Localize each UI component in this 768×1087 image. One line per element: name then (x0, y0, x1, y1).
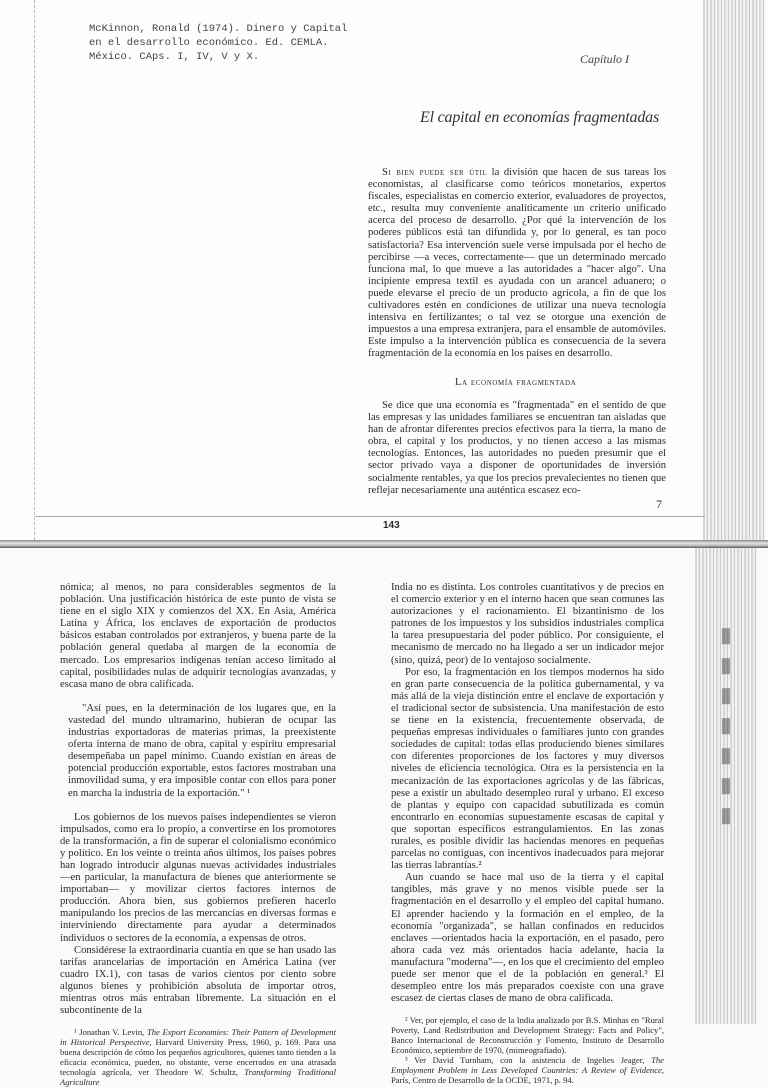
section-heading: La economía fragmentada (455, 377, 577, 388)
left-column (60, 582, 336, 1087)
scan-page-number: 143 (383, 520, 400, 531)
footnote-3-text-b: , París, Centro de Desarrollo de la OCDE, 1971, p. 94. (391, 1065, 664, 1086)
binding-watermark: ▮▮▮▮▮▮▮ (716, 620, 738, 830)
right-paragraph-1: India no es distinta. Los controles cuantitativos y de precios en el comercio exterior y en el interno hacen que sean comunes las autorizaciones y el racionamiento. El bizantinismo de los patrones de los impuestos y los subsidios industriales complica la tarea presupuestaria del poder público. Por consiguiente, el mecanismo de mercado no ha llegado a ser un indicador mejor (sino, quizá, peor) de lo ventajoso socialmente. (391, 582, 664, 666)
bibliographic-reference: McKinnon, Ronald (1974). Dinero y Capital en el desarrollo económico. Ed. CEMLA. México. CAps. I, IV, V y X. (89, 23, 348, 63)
right-column (391, 582, 664, 1085)
section-paragraph (368, 400, 666, 497)
footnote-3-title: The Employment Problem in Less Developed Countries: A Review of Evidence (391, 1055, 664, 1076)
section-text: Se dice que una economía es "fragmentada" en el sentido de que las empresas y las unidades familiares se encuentran tan aisladas que han de afrontar diferentes precios efectivos para la tierra, la mano de obra, el capital y los productos, y no tienen acceso a las mismas tecnologías. Entonces, las autoridades no pueden presumir que el sector privado vaya a disponer de oportunidades de inversión socialmente rentables, ya que los precios prevalecientes no tienen que reflejar necesariamente una auténtica escasez eco- (368, 400, 666, 496)
book-page-number: 7 (656, 497, 662, 511)
footnote-1-title-2: Transforming Traditional Agriculture (60, 1067, 336, 1087)
footnote-1-text: ¹ Jonathan V. Levin, (74, 1027, 147, 1038)
chapter-title: El capital en economías fragmentadas (420, 109, 659, 126)
left-paragraph-3: Considérese la extraordinaria cuantía en que se han usado las tarifas arancelarias de importación en América Latina (ver cuadro IX.1), con tasas de varios cientos por ciento sobre algunos bienes y prohibición absoluta de importar otros, mientras otros más entraban libremente. La situación en el subcontinente de la (60, 944, 336, 1017)
right-paragraph-3: Aun cuando se hace mal uso de la tierra y el capital tangibles, más grave y no menos visible puede ser la fragmentación en el desarrollo y el empleo del capital humano. El aprender haciendo y la formación en el empleo, de la economía "organizada", se hallan confinados en reducidos enclaves —orientados hacia la exportación, en el pasado, pero ahora cada vez más orientados hacia adelante, hacia la manufactura "moderna"—, en los que el crecimiento del empleo puede ser menor que el de la población en general.³ El desempleo entre los más preparados coexiste con una grave escasez de ciertas clases de mano de obra calificada. (391, 872, 664, 1005)
page-bottom-rule (35, 516, 705, 517)
footnote-1 (60, 1027, 336, 1087)
intro-paragraph (368, 167, 666, 361)
footnote-2: ² Ver, por ejemplo, el caso de la India analizado por B.S. Minhas en "Rural Poverty, Land Redistribution and Development Strategy: Facts and Policy", Banco Internacional de Reconstrucción y Fomento, Instituto de Desarrollo Económico, septiembre de 1970, (mimeografiado). (391, 1015, 664, 1056)
footnote-1-text-b: , Harvard University Press, 1960, p. 169. Para una buena descripción de cómo los pequeños agricultores, quienes tanto tienden a la eficacia económica, pueden, no obstante, verse encerrados en una atrasada tecnología agrícola, ver Theodore W. Schultz, (60, 1037, 336, 1078)
footnote-1-title: The Export Economies: Their Pattern of Development in Historical Perspective (60, 1027, 336, 1048)
binding-strip-top (703, 0, 765, 540)
left-paragraph-1: nómica; al menos, no para considerables segmentos de la población. Una justificación histórica de este punto de vista se tiene en el siglo XIX y comienzos del XX. En Asia, América Latina y África, los enclaves de exportación de productos básicos estaban controlados por extranjeros, y buena parte de la población general quedaba al margen de la economía de mercado. Los empresarios indígenas tenían acceso limitado al capital, posibilidades nulas de adquirir tecnologías avanzadas, y escasa mano de obra calificada. (60, 582, 336, 690)
left-paragraph-2: Los gobiernos de los nuevos países independientes se vieron impulsados, como era lo propio, a convertirse en los promotores de la transformación, a fin de superar el colonialismo económico y político. En los veinte o treinta años últimos, los países pobres han logrado introducir algunas nuevas actividades industriales —en particular, la manufactura de bienes que anteriormente se importaban— y movilizar ciertos factores internos de producción. Ahora bien, sus gobiernos prefieren hacerlo manipulando los precios de las mercancías en diversas formas e interviniendo directamente para ayudar a determinados individuos o sectores de la economía, a expensas de otros. (60, 811, 336, 944)
page-edge-line (34, 0, 35, 540)
footnote-3-text: ³ Ver David Turnham, con la asistencia de Ingelies Jeager, (405, 1055, 652, 1066)
footnote-3 (391, 1055, 664, 1085)
right-paragraph-2: Por eso, la fragmentación en los tiempos modernos ha sido en gran parte consecuencia de la política gubernamental, y va más allá de la vieja distinción entre el enclave de exportación y el tradicional sector de subsistencia. Una manifestación de esto se tiene en la existencia, frecuentemente observada, de pequeñas empresas individuales o familiares junto con grandes sociedades de capital: todas ellas produciendo bienes similares con diferentes proporciones de los factores y muy diversos niveles de eficiencia tecnológica. Otra es la persistencia en la mecanización de las exportaciones agrícolas y de las fábricas, pese a existir un abultado desempleo rural y urbano. El exceso de plantas y equipo con capacidad subutilizada es común encontrarlo en economías supuestamente escasas de capital y que soportan específicos estrangulamientos. En las zonas rurales, es posible dividir las haciendas menores en pequeñas parcelas no contiguas, con incentivos inadecuados para mejorar las tierras labrantías.² (391, 666, 664, 872)
chapter-label: Capítulo I (580, 52, 630, 66)
lead-in: Si bien puede ser útil (382, 167, 488, 178)
intro-text: la división que hacen de sus tareas los economistas, al clasificarse como teóricos monetarios, expertos fiscales, especialistas en comercio exterior, evaluadores de proyectos, etc., resulta muy conveniente analíticamente un criterio unificado acerca del proceso de desarrollo. ¿Por qué la intervención de los poderes públicos está tan difundida y, por lo general, es tan poco satisfactoria? Esa intervención suele verse impulsada por el hecho de percibirse —a veces, correctamente— que un determinado mercado funciona mal, lo que mueve a las autoridades a "hacer algo". Una incipiente empresa textil es ayudada con un arancel aduanero; o puede elevarse el precio de un producto agrícola, a fin de que los cultivadores estén en condiciones de utilizar una nueva tecnología intensiva en fertilizantes; o tal vez se otorgue una exención de impuestos a una empresa extranjera, para el ensamble de automóviles. Este impulso a la intervención pública es consecuencia de la severa fragmentación de la economía en los países en desarrollo. (368, 167, 666, 360)
page-separator (0, 540, 768, 548)
block-quote: "Así pues, en la determinación de los lugares que, en la vastedad del mundo ultramarino, hubieran de ocupar las industrias exportadoras de materias primas, la preexistente oferta interna de mano de obra, capital y espíritu empresarial desempeñaba un papel mínimo. Cuando existían en áreas de potencial producción exportable, estos factores mostraban una inmovilidad suma, y era imposible contar con ellos para poner en marcha la industria de la exportación." ¹ (68, 702, 336, 799)
